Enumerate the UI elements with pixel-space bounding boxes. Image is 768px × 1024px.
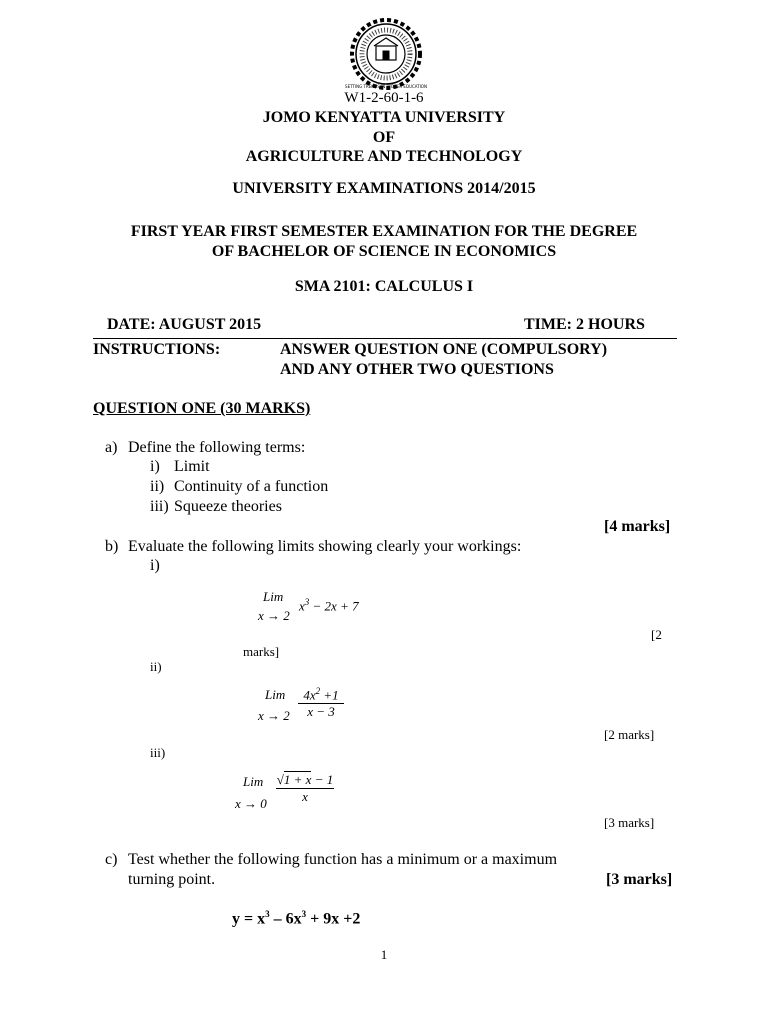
- instructions-line2: AND ANY OTHER TWO QUESTIONS: [280, 361, 554, 378]
- qb-ii-numerator: $4x^2 +1$: [303, 686, 339, 703]
- qb-i-lim: Lim: [263, 589, 284, 604]
- university-name-line1: JOMO KENYATTA UNIVERSITY: [262, 109, 506, 126]
- degree-line1: FIRST YEAR FIRST SEMESTER EXAMINATION FOR THE DEGREE: [130, 223, 638, 240]
- header-divider: [93, 338, 677, 339]
- qa-label: a): [105, 439, 118, 456]
- qc-marks: [3 marks]: [606, 871, 673, 888]
- qb-i-label: i): [150, 557, 160, 574]
- qb-label: b): [105, 538, 119, 555]
- qb-i-marks-line1: [2: [651, 627, 662, 642]
- qb-ii-approach: x → 2: [258, 708, 290, 723]
- qb-ii-fraction: [298, 686, 344, 720]
- qb-i-marks-line2: marks]: [243, 644, 280, 659]
- instructions-label: INSTRUCTIONS:: [93, 341, 221, 358]
- course-title: SMA 2101: CALCULUS I: [294, 278, 474, 295]
- qc-text-line2: turning point.: [128, 871, 216, 888]
- university-logo: [340, 18, 432, 90]
- svg-text:SETTING TRENDS IN HIGHER EDUCA: SETTING TRENDS IN HIGHER EDUCATION: [345, 84, 427, 89]
- qa-marks: [4 marks]: [604, 518, 671, 535]
- qa-item-text: Continuity of a function: [174, 478, 329, 495]
- qb-iii-approach: x → 0: [235, 796, 267, 811]
- qa-item-text: Squeeze theories: [174, 498, 282, 515]
- qb-i-expression: $x^3 - 2x + 7$: [299, 597, 359, 614]
- instructions-line1: ANSWER QUESTION ONE (COMPULSORY): [280, 341, 608, 358]
- university-name-line2: OF: [372, 129, 396, 146]
- university-name-line3: AGRICULTURE AND TECHNOLOGY: [245, 148, 523, 165]
- exam-time: TIME: 2 HOURS: [524, 316, 645, 333]
- qb-ii-denominator: x − 3: [298, 703, 344, 720]
- qa-item-num: ii): [150, 478, 165, 495]
- qb-iii-label: iii): [150, 745, 166, 760]
- qa-text: Define the following terms:: [128, 439, 306, 456]
- qb-ii-label: ii): [150, 659, 162, 674]
- question-one-title: QUESTION ONE (30 MARKS): [93, 400, 311, 417]
- qb-iii-marks: [3 marks]: [604, 815, 655, 830]
- qa-item-text: Limit: [174, 458, 210, 475]
- degree-line2: OF BACHELOR OF SCIENCE IN ECONOMICS: [211, 243, 557, 260]
- exam-session: UNIVERSITY EXAMINATIONS 2014/2015: [232, 180, 536, 197]
- page-number: 1: [380, 947, 388, 962]
- qb-ii-lim: Lim: [265, 687, 286, 702]
- qb-iii-denominator: x: [276, 788, 334, 805]
- qc-equation: $y = x^3 - 6x^3 + 9x +2$: [232, 909, 361, 928]
- qb-iii-lim: Lim: [243, 774, 264, 789]
- qb-iii-fraction: [276, 772, 334, 805]
- qa-item-num: iii): [150, 498, 169, 515]
- qc-label: c): [105, 851, 118, 868]
- qb-i-approach: x → 2: [258, 608, 290, 623]
- exam-code: W1-2-60-1-6: [344, 90, 424, 106]
- qb-iii-numerator: √1 + x − 1: [276, 772, 334, 787]
- exam-date: DATE: AUGUST 2015: [107, 316, 262, 333]
- qc-text-line1: Test whether the following function has a minimum or a maximum: [128, 851, 558, 868]
- qb-text: Evaluate the following limits showing clearly your workings:: [128, 538, 522, 555]
- qb-ii-marks: [2 marks]: [604, 727, 655, 742]
- qa-item-num: i): [150, 458, 160, 475]
